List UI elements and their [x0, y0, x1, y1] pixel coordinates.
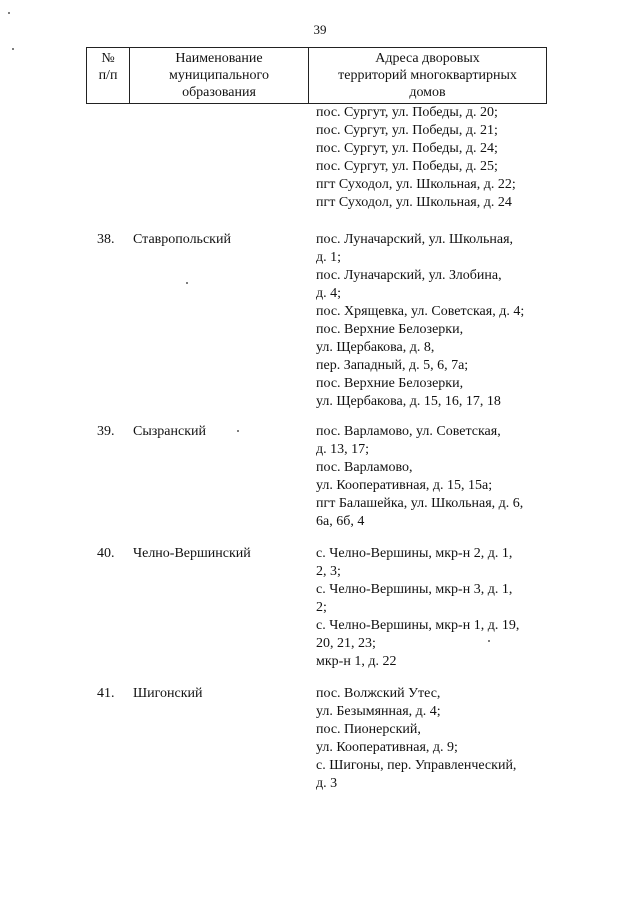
address-line: с. Челно-Вершины, мкр-н 1, д. 19, [316, 618, 520, 633]
address-line: пгт Суходол, ул. Школьная, д. 22; [316, 177, 516, 192]
header-municipality-line: муниципального [169, 68, 269, 83]
address-line: пос. Варламово, [316, 460, 413, 475]
scan-speck [8, 12, 10, 14]
row-number: 40. [97, 546, 115, 561]
address-list [316, 231, 524, 411]
address-line: пос. Хрящевка, ул. Советская, д. 4; [316, 304, 525, 319]
municipality-name: Шигонский [133, 686, 203, 701]
address-line: пос. Сургут, ул. Победы, д. 24; [316, 141, 498, 156]
municipality-name: Сызранский [133, 424, 206, 439]
address-line: с. Челно-Вершины, мкр-н 2, д. 1, [316, 546, 513, 561]
address-line: пос. Луначарский, ул. Злобина, [316, 268, 502, 283]
header-municipality-line: образования [182, 85, 256, 100]
municipality-name: Ставропольский [133, 232, 231, 247]
address-line: ул. Щербакова, д. 8, [316, 340, 435, 355]
address-line: пос. Луначарский, ул. Школьная, [316, 232, 514, 247]
header-addresses-line: Адреса дворовых [375, 51, 480, 66]
scan-speck [488, 640, 490, 642]
address-line: пос. Сургут, ул. Победы, д. 20; [316, 105, 498, 120]
address-line: пос. Сургут, ул. Победы, д. 25; [316, 159, 498, 174]
continued-address-list [316, 104, 516, 212]
address-line: пос. Сургут, ул. Победы, д. 21; [316, 123, 498, 138]
header-cell-addresses [308, 48, 546, 103]
header-addresses-line: домов [409, 85, 446, 100]
address-line: ул. Щербакова, д. 15, 16, 17, 18 [316, 394, 501, 409]
row-number: 41. [97, 686, 115, 701]
table-header [86, 47, 547, 104]
address-line: пгт Суходол, ул. Школьная, д. 24 [316, 195, 512, 210]
address-line: 6а, 6б, 4 [316, 514, 365, 529]
address-line: пгт Балашейка, ул. Школьная, д. 6, [316, 496, 524, 511]
address-line: пос. Варламово, ул. Советская, [316, 424, 501, 439]
address-line: мкр-н 1, д. 22 [316, 654, 397, 669]
row-number: 39. [97, 424, 115, 439]
address-line: д. 4; [316, 286, 342, 301]
address-line: с. Челно-Вершины, мкр-н 3, д. 1, [316, 582, 513, 597]
row-number: 38. [97, 232, 115, 247]
address-line: 20, 21, 23; [316, 636, 376, 651]
scan-speck [237, 430, 239, 432]
address-line: с. Шигоны, пер. Управленческий, [316, 758, 517, 773]
address-line: д. 13, 17; [316, 442, 370, 457]
address-line: д. 3 [316, 776, 338, 791]
header-addresses-line: территорий многоквартирных [338, 68, 517, 83]
address-line: пос. Волжский Утес, [316, 686, 441, 701]
header-number-line: № [101, 51, 115, 66]
header-number-line: п/п [98, 68, 118, 83]
address-line: пос. Верхние Белозерки, [316, 376, 464, 391]
address-list [316, 685, 516, 793]
header-cell-municipality [129, 48, 308, 103]
address-line: 2, 3; [316, 564, 341, 579]
header-municipality-line: Наименование [175, 51, 263, 66]
address-line: пос. Пионерский, [316, 722, 421, 737]
address-list [316, 423, 523, 531]
scan-speck [186, 282, 188, 284]
address-line: 2; [316, 600, 327, 615]
address-line: пер. Западный, д. 5, 6, 7а; [316, 358, 469, 373]
scan-speck [12, 48, 14, 50]
address-line: ул. Кооперативная, д. 15, 15а; [316, 478, 493, 493]
address-line: пос. Верхние Белозерки, [316, 322, 464, 337]
header-cell-number [87, 48, 129, 103]
municipality-name: Челно-Вершинский [133, 546, 251, 561]
address-line: ул. Безымянная, д. 4; [316, 704, 441, 719]
page-number: 39 [313, 22, 327, 37]
address-list [316, 545, 519, 671]
address-line: д. 1; [316, 250, 342, 265]
address-line: ул. Кооперативная, д. 9; [316, 740, 458, 755]
